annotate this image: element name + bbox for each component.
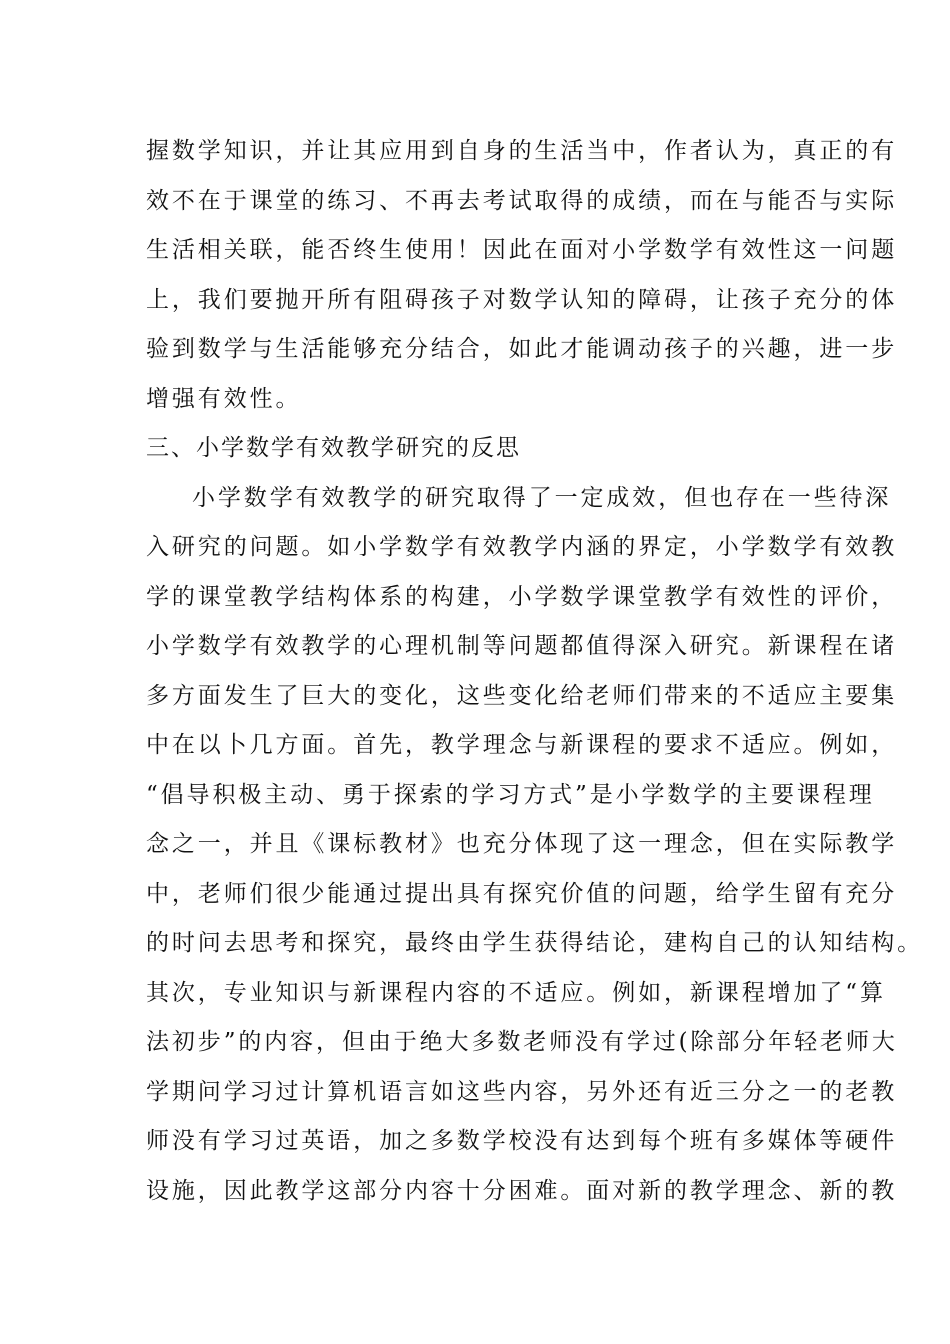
text-line: 增强有效性。: [146, 385, 302, 412]
text-line: 入研究的问题。如小学数学有效教学内涵的界定，小学数学有效教: [146, 534, 898, 560]
text-line: 中在以卜几方面。首先，教学理念与新课程的要求不适应。例如，: [146, 732, 898, 758]
text-line: 小学数学有效教学的心理机制等问题都值得深入研究。新课程在诸: [146, 633, 898, 659]
text-line: 设施，因此教学这部分内容十分困难。面对新的教学理念、新的教: [146, 1177, 898, 1204]
text-line: 法初步”的内容，但由于绝大多数老师没有学过(除部分年轻老师大: [146, 1029, 898, 1055]
paragraph-first-line: 小学数学有效教学的研究取得了一定成效，但也存在一些待深: [192, 484, 892, 511]
text-line: 多方面发生了巨大的变化，这些变化给老师们带来的不适应主要集: [146, 682, 898, 709]
text-line: 验到数学与生活能够充分结合，如此才能调动孩子的兴趣，进一步: [146, 336, 898, 362]
text-line: 上，我们要抛开所有阻碍孩子对数学认知的障碍，让孩子充分的体: [146, 286, 898, 313]
text-line: 的时问去思考和探究，最终由学生获得结论，建构自己的认知结构。: [146, 930, 923, 956]
text-line: 学期问学习过计算机语言如这些内容，另外还有近三分之一的老教: [146, 1078, 898, 1105]
body-text: [146, 127, 923, 1216]
text-line: 师没有学习过英语，加之多数学校没有达到每个班有多媒体等硬件: [146, 1128, 898, 1154]
text-line: 中，老师们很少能通过提出具有探究价值的问题，给学生留有充分: [146, 880, 898, 907]
text-line: 念之一，并且《课标教材》也充分体现了这一理念，但在实际教学: [146, 831, 898, 857]
section-heading: 三、小学数学有效教学研究的反思: [146, 435, 521, 461]
text-line: “倡导积极主动、勇于探索的学习方式”是小学数学的主要课程理: [146, 781, 875, 808]
text-line: 生活相关联，能否终生使用！因此在面对小学数学有效性这一问题: [146, 237, 898, 263]
text-line: 效不在于课堂的练习、不再去考试取得的成绩，而在与能否与实际: [146, 187, 898, 214]
text-line: 握数学知识，并让其应用到自身的生活当中，作者认为，真正的有: [146, 138, 898, 164]
text-line: 学的课堂教学结构体系的构建，小学数学课堂教学有效性的评价，: [146, 583, 898, 610]
text-line: 其次，专业知识与新课程内容的不适应。例如，新课程增加了“算: [146, 979, 886, 1006]
